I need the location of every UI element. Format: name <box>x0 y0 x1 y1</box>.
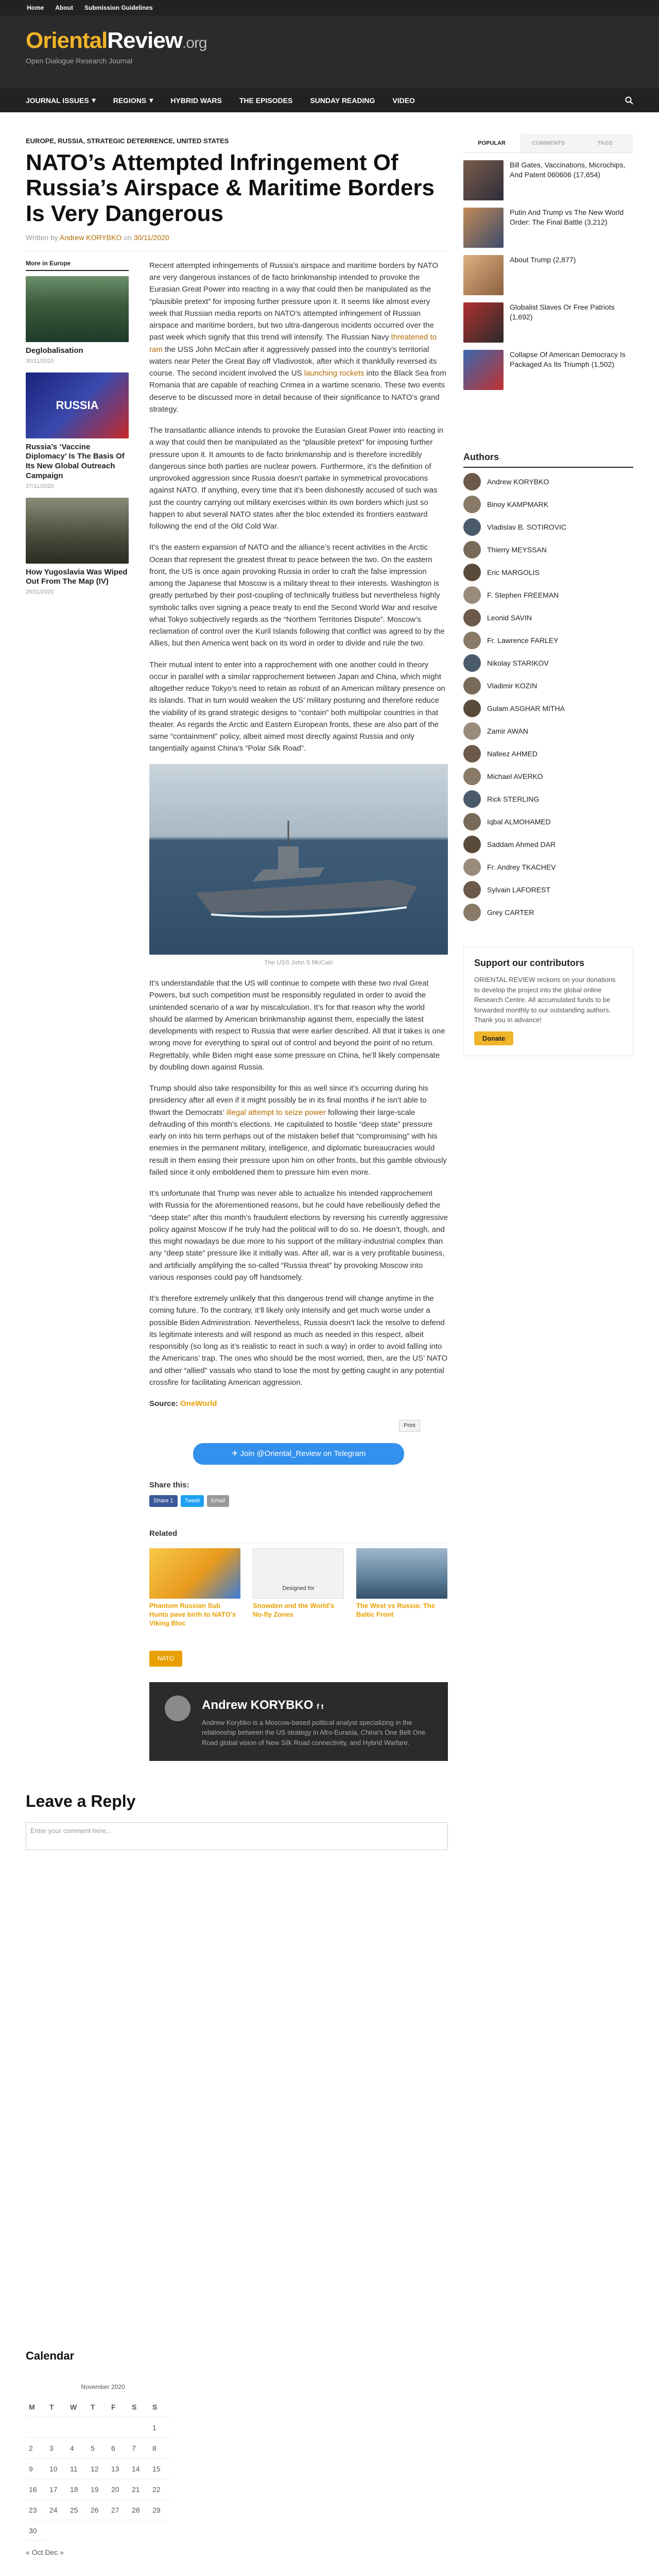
calendar-day: 6 <box>108 2438 129 2459</box>
nav-regions[interactable]: REGIONS ▾ <box>113 96 153 105</box>
inline-link[interactable]: illegal attempt to seize power <box>226 1108 326 1117</box>
calendar-day: 23 <box>26 2500 46 2520</box>
author-row[interactable] <box>463 858 633 876</box>
authors-heading: Authors <box>463 452 633 468</box>
support-text: ORIENTAL REVIEW reckons on your donations to develop the project into the global online Research Centre. All accumulated funds to be forwarded monthly to our outstanding authors. Thank you in advance! <box>474 976 616 1024</box>
avatar <box>463 700 481 717</box>
author-row[interactable] <box>463 881 633 899</box>
avatar <box>463 609 481 626</box>
calendar-title: Calendar <box>26 2349 75 2362</box>
paragraph: Recent attempted infringements of Russia’s airspace and maritime borders by NATO are very dangerous instances of de facto brinkmanship intended to provoke the Eurasian Great Power into reacting in a way that could then be manipulated as the “plausible pretext” for imposing further pressure upon it. It seems like almost every week that Russian media reports on NATO’s attempted infringement of Russian airspace and maritime borders, but two ultra-dangerous incidents occurred over the past week which signify that this trend will intensify. The Russian Navy threatened to ram the USS John McCain after it aggressively passed into the country’s territorial waters near Peter the Great Bay off Vladivostok, after which it thankfully reversed its course. The second incident involved the US launching rockets into the Black Sea from Romania that are capable of reaching Crimea in a wartime scenario. These two events deserve to be discussed more in detail because of their significance to NATO’s grand strategy. <box>149 261 446 414</box>
author-name[interactable]: Binoy KAMPMARK <box>487 500 549 509</box>
calendar-day: 28 <box>129 2500 149 2520</box>
thumb-yugoslavia[interactable] <box>26 498 129 564</box>
author-name[interactable]: Grey CARTER <box>487 908 534 917</box>
sidebar <box>463 134 633 1056</box>
avatar <box>463 745 481 762</box>
avatar <box>463 768 481 785</box>
avatar <box>463 677 481 694</box>
author-name[interactable]: Michael AVERKO <box>487 772 543 781</box>
paragraph: Trump should also take responsibility for this as well since it’s occurring during his presidency after all even if it might possibly be in its final months if he isn’t able to thwart the Democrats’ illegal attempt to seize power following their large-scale defrauding of this month’s elections. He capitulated to hostile “deep state” pressure early on into his term perhaps out of the mistaken belief that “compromising” with his enemies in the permanent military, intelligence, and diplomatic bureaucracies would result in them easing their pressure upon him on other fronts, but this gamble obviously failed since it only emboldened them to pressure him even more. <box>149 1084 447 1177</box>
top-bar <box>0 0 659 15</box>
source-line: Source: OneWorld <box>149 1399 217 1409</box>
author-name[interactable]: Andrew KORYBKO <box>487 478 549 486</box>
author-row[interactable] <box>463 677 633 694</box>
paragraph: It’s therefore extremely unlikely that this dangerous trend will change anytime in the coming future. To the contrary, it’ll likely only intensify and get much worse under a possible Biden Administration. Nevertheless, Russia doesn’t lack the resolve to defend its legitimate interests and will respond as much as needed in this respect, albeit responsibly (so long as it’s realistic to react in such a way) in order to avoid falling into the Americans’ trap. The ones who should be the most worried, then, are the US’ NATO and other “allied” vassals who stand to lose the most by getting caught in any potential crossfire for facilitating American aggression. <box>149 1294 448 1387</box>
more-item-title[interactable]: Russia’s ‘Vaccine Diplomacy’ Is The Basis Of Its New Global Outreach Campaign <box>26 442 125 480</box>
authors-list <box>463 473 633 921</box>
avatar <box>463 722 481 740</box>
calendar-day: 24 <box>46 2500 67 2520</box>
weekday-label: F <box>108 2397 129 2417</box>
calendar-day: 5 <box>88 2438 108 2459</box>
support-box <box>463 947 633 1056</box>
site-header <box>0 15 659 88</box>
avatar <box>463 881 481 899</box>
paragraph: It’s the eastern expansion of NATO and the alliance’s recent activities in the Arctic Ocean that represent the greatest threat to peace between the two. On the eastern front, the US is once again provoking Russia in order to craft the false impression among the Japanese that Moscow is a military threat to their interests. Washington is greatly perturbed by their post-coupling of technically fruitless but nevertheless highly symbolic talks over signing a peace treaty to end the Second World War and resolve what Tokyo subjectively regards as the “Northern Territories Dispute”. Moscow’s reclamation of control over the Kuril Islands following that conflict was agreed to by the Allies, but then America went back on its word in order to divide and rule the two. <box>149 543 445 648</box>
related-posts <box>149 1548 448 1628</box>
author-name[interactable]: Nikolay STARIKOV <box>487 659 549 667</box>
avatar <box>463 790 481 808</box>
nav-sunday-reading[interactable]: SUNDAY READING <box>310 96 375 105</box>
author-box <box>149 1682 448 1761</box>
calendar-nav[interactable]: « Oct Dec » <box>26 2548 64 2556</box>
twitter-share-button[interactable]: Tweet <box>181 1495 204 1507</box>
author-bio: Andrew Korybko is a Moscow-based political analyst specializing in the relationship between the US strategy in Afro-Eurasia, China’s One Belt One Road global vision of New Silk Road connectivity, and Hybrid Warfare. <box>202 1718 426 1747</box>
author-row[interactable] <box>463 654 633 672</box>
author-name[interactable]: Leonid SAVIN <box>487 614 532 622</box>
author-name[interactable]: Rick STERLING <box>487 795 540 803</box>
avatar <box>463 836 481 853</box>
calendar-month: November 2020 <box>81 2383 125 2391</box>
image-caption: The USS John S McCain <box>264 958 333 966</box>
nav-episodes[interactable]: THE EPISODES <box>239 96 293 105</box>
calendar-widget <box>26 2349 180 2556</box>
calendar-day: 25 <box>67 2500 88 2520</box>
more-item-title[interactable]: Deglobalisation <box>26 346 83 355</box>
thumb-deglobalisation[interactable] <box>26 276 129 342</box>
calendar-day: 10 <box>46 2459 67 2479</box>
nav-journal-issues[interactable]: JOURNAL ISSUES ▾ <box>26 96 96 105</box>
support-title: Support our contributors <box>474 958 584 968</box>
calendar-day: 29 <box>149 2500 170 2520</box>
site-logo[interactable]: OrientalReview.org <box>26 28 207 53</box>
author-row[interactable] <box>463 564 633 581</box>
inline-link[interactable]: threatened to ram <box>149 333 437 354</box>
calendar-day: 26 <box>88 2500 108 2520</box>
calendar-day: 9 <box>26 2459 46 2479</box>
popular-item[interactable]: Globalist Slaves Or Free Patriots (1,692) <box>463 302 633 343</box>
tab-tags[interactable]: TAGS <box>577 134 633 152</box>
calendar-day: 2 <box>26 2438 46 2459</box>
avatar <box>463 632 481 649</box>
search-icon[interactable] <box>625 96 633 105</box>
tag-nato[interactable]: NATO <box>149 1651 182 1667</box>
calendar-day <box>129 2417 149 2438</box>
calendar-day: 17 <box>46 2479 67 2500</box>
facebook-share-button[interactable]: Share 1 <box>149 1495 178 1507</box>
weekday-label: W <box>67 2397 88 2417</box>
calendar-day: 14 <box>129 2459 149 2479</box>
calendar-day: 4 <box>67 2438 88 2459</box>
avatar <box>463 541 481 558</box>
share-buttons <box>149 1495 448 1507</box>
related-post[interactable]: Phantom Russian Sub Hunts pave birth to NATO’s Viking Bloc <box>149 1548 240 1628</box>
author-name[interactable]: Sylvain LAFOREST <box>487 886 550 894</box>
author-name[interactable]: Vladislav B. SOTIROVIC <box>487 523 567 531</box>
thumb-vaccine-diplomacy[interactable]: RUSSIA <box>26 372 129 438</box>
author-name[interactable]: Eric MARGOLIS <box>487 568 540 577</box>
avatar <box>463 858 481 876</box>
popular-item[interactable]: Putin And Trump vs The New World Order: The Final Battle (3,212) <box>463 208 633 248</box>
author-row[interactable] <box>463 518 633 536</box>
author-row[interactable] <box>463 496 633 513</box>
calendar-day <box>108 2417 129 2438</box>
calendar-day: 1 <box>149 2417 170 2438</box>
chevron-down-icon: ▾ <box>92 96 96 104</box>
calendar-day: 30 <box>26 2520 46 2541</box>
avatar <box>463 518 481 536</box>
tab-popular[interactable]: POPULAR <box>463 134 520 152</box>
topbar-link-about[interactable]: About <box>55 4 73 11</box>
calendar-day <box>67 2417 88 2438</box>
author-row[interactable] <box>463 700 633 717</box>
author-name[interactable]: Gulam ASGHAR MITHA <box>487 704 565 713</box>
author-name[interactable]: Iqbal ALMOHAMED <box>487 818 551 826</box>
related-post[interactable]: The West vs Russia: The Baltic Front <box>356 1548 447 1628</box>
leave-reply-heading: Leave a Reply <box>26 1792 136 1811</box>
popular-item[interactable]: Bill Gates, Vaccinations, Microchips, And Patent 060606 (17,654) <box>463 160 633 200</box>
more-item-date: 27/11/2020 <box>26 483 54 489</box>
calendar-day: 16 <box>26 2479 46 2500</box>
avatar <box>463 904 481 921</box>
author-row[interactable] <box>463 541 633 558</box>
author-box-name[interactable]: Andrew KORYBKO f t <box>202 1698 324 1712</box>
avatar <box>463 813 481 831</box>
article-title: NATO’s Attempted Infringement Of Russia’s Airspace & Maritime Borders Is Very Dangerous <box>26 150 435 226</box>
avatar <box>463 586 481 604</box>
telegram-button[interactable]: ✈ Join @Oriental_Review on Telegram <box>193 1443 404 1464</box>
related-heading: Related <box>149 1528 448 1543</box>
related-post[interactable]: Designed for Snowden and the World’s No-fly Zones <box>253 1548 344 1628</box>
author-link[interactable]: Andrew KORYBKO <box>59 233 122 242</box>
article-content <box>26 137 448 1850</box>
author-name[interactable]: Zamir AWAN <box>487 727 528 735</box>
author-name[interactable]: Thierry MEYSSAN <box>487 546 547 554</box>
weekday-label: S <box>149 2397 170 2417</box>
nav-hybrid-wars[interactable]: HYBRID WARS <box>170 96 222 105</box>
calendar-day: 12 <box>88 2459 108 2479</box>
calendar-day <box>88 2417 108 2438</box>
tab-comments[interactable]: COMMENTS <box>520 134 577 152</box>
email-share-button[interactable]: Email <box>207 1495 230 1507</box>
calendar-day: 18 <box>67 2479 88 2500</box>
donate-button[interactable]: Donate <box>474 1031 513 1045</box>
chevron-down-icon: ▾ <box>149 96 153 104</box>
paragraph: The transatlantic alliance intends to provoke the Eurasian Great Power into reacting in a way that could then be manipulated as the “plausible pretext” for imposing further pressure upon it. It amounts to de facto brinkmanship and is therefore incredibly dangerous since both parties are nuclear powers. Furthermore, it’s the definition of unprovoked aggression since Russia doesn’t partake in symmetrical provocations against NATO. If anything, every time that it’s been dishonestly accused of such was just the country carrying out military exercises within its own borders which just so happen to abut several NATO states after the bloc extended its frontiers eastward following the end of the Old Cold War. <box>149 426 444 531</box>
sidebar-tabs <box>463 134 633 153</box>
author-row[interactable] <box>463 836 633 853</box>
more-item-date: 26/11/2020 <box>26 589 54 596</box>
avatar <box>463 496 481 513</box>
avatar <box>463 564 481 581</box>
comment-input[interactable]: Enter your comment here... <box>26 1822 448 1850</box>
telegram-icon: ✈ <box>231 1449 238 1459</box>
source-link[interactable]: OneWorld <box>180 1399 217 1409</box>
calendar-day <box>46 2417 67 2438</box>
author-name[interactable]: Fr. Andrey TKACHEV <box>487 863 556 871</box>
topbar-link-submission[interactable]: Submission Guidelines <box>84 4 153 11</box>
paragraph: Their mutual intent to enter into a rapprochement with one another could in theory occur in parallel with a similar rapprochement between Japan and China, which might altogether reduce Tokyo’s need to retain as robust of an American military presence on its islands. That in turn would weaken the US’ military posturing and therefore reduce the viability of its grand strategic designs to “contain” both multipolar countries in that theater. As regards the Arctic and Eastern European fronts, these are also part of the same “containment” policy, albeit aimed most directly against Russia and only tangentially against China’s “Polar Silk Road”. <box>149 660 445 753</box>
author-row[interactable] <box>463 790 633 808</box>
author-row[interactable] <box>463 473 633 490</box>
avatar <box>165 1696 190 1721</box>
article-body <box>149 260 448 1761</box>
main-nav <box>0 88 659 112</box>
author-row[interactable] <box>463 632 633 649</box>
calendar-day: 21 <box>129 2479 149 2500</box>
weekday-label: S <box>129 2397 149 2417</box>
author-row[interactable] <box>463 768 633 785</box>
calendar-day: 19 <box>88 2479 108 2500</box>
calendar-day <box>26 2417 46 2438</box>
inline-link[interactable]: launching rockets <box>304 369 365 378</box>
calendar-day: 22 <box>149 2479 170 2500</box>
author-row[interactable] <box>463 609 633 626</box>
calendar-day: 20 <box>108 2479 129 2500</box>
more-item-title[interactable]: How Yugoslavia Was Wiped Out From The Map (IV) <box>26 567 128 586</box>
author-name[interactable]: Vladimir KOZIN <box>487 682 537 690</box>
article-categories[interactable]: EUROPE, RUSSIA, STRATEGIC DETERRENCE, UNITED STATES <box>26 137 229 145</box>
weekday-label: M <box>26 2397 46 2417</box>
share-label: Share this: <box>149 1480 189 1489</box>
author-row[interactable] <box>463 813 633 831</box>
avatar <box>463 473 481 490</box>
popular-item[interactable]: About Trump (2,877) <box>463 255 633 295</box>
author-name[interactable]: Nafeez AHMED <box>487 750 538 758</box>
site-tagline: Open Dialogue Research Journal <box>26 57 133 65</box>
calendar-day: 8 <box>149 2438 170 2459</box>
author-row[interactable] <box>463 745 633 762</box>
paragraph: It’s understandable that the US will continue to compete with these two rival Great Powers, but such competition must be responsibly regulated in order to avoid the unintended scenario of a war by miscalculation. It’s for that reason why the world should be alarmed by American brinkmanship against them, especially the latest developments with respect to Russia that were earlier described. All that it takes is one wrong move for everything to spiral out of control and beyond the point of no return. Regrettably, while Biden might ease some pressure on China, he’ll likely compensate by doubling down against Russia. <box>149 979 445 1072</box>
nav-video[interactable]: VIDEO <box>392 96 415 105</box>
more-item-date: 30/11/2020 <box>26 358 54 364</box>
more-in-heading: More in Europe <box>26 260 129 271</box>
author-name[interactable]: Fr. Lawrence FARLEY <box>487 636 559 645</box>
calendar-day: 15 <box>149 2459 170 2479</box>
author-row[interactable] <box>463 586 633 604</box>
calendar-day: 27 <box>108 2500 129 2520</box>
topbar-link-home[interactable]: Home <box>27 4 44 11</box>
calendar-grid <box>26 2397 180 2541</box>
author-name[interactable]: Saddam Ahmed DAR <box>487 840 556 849</box>
byline: Written by Andrew KORYBKO on 30/11/2020 <box>26 233 169 242</box>
article-image <box>149 764 448 955</box>
calendar-day: 11 <box>67 2459 88 2479</box>
social-icons[interactable]: f t <box>317 1702 324 1710</box>
calendar-day: 7 <box>129 2438 149 2459</box>
author-row[interactable] <box>463 722 633 740</box>
calendar-day: 3 <box>46 2438 67 2459</box>
paragraph: It’s unfortunate that Trump was never able to actualize his intended rapprochement with Russia for the aforementioned reasons, but he could have rebelliously defied the “deep state” after this month’s fraudulent elections by reversing his currently aggressive policy against Moscow if he truly had the political will to do so. He doesn’t, though, and this might nowadays be due more to his support of the military-industrial complex than any “deep state” pressure like it initially was. After all, war is a very profitable business, and artificially amplifying the so-called “Russia threat” by provoking Moscow into various responses could pay off handsomely. <box>149 1189 448 1282</box>
author-name[interactable]: F. Stephen FREEMAN <box>487 591 559 599</box>
avatar <box>463 654 481 672</box>
calendar-day: 13 <box>108 2459 129 2479</box>
warship-illustration <box>149 764 448 955</box>
popular-item[interactable]: Collapse Of American Democracy Is Packaged As Its Triumph (1,502) <box>463 350 633 390</box>
more-in-europe <box>26 260 129 1761</box>
author-row[interactable] <box>463 904 633 921</box>
weekday-label: T <box>46 2397 67 2417</box>
print-button[interactable]: Print <box>399 1420 420 1432</box>
weekday-label: T <box>88 2397 108 2417</box>
article-date: 30/11/2020 <box>133 233 169 242</box>
